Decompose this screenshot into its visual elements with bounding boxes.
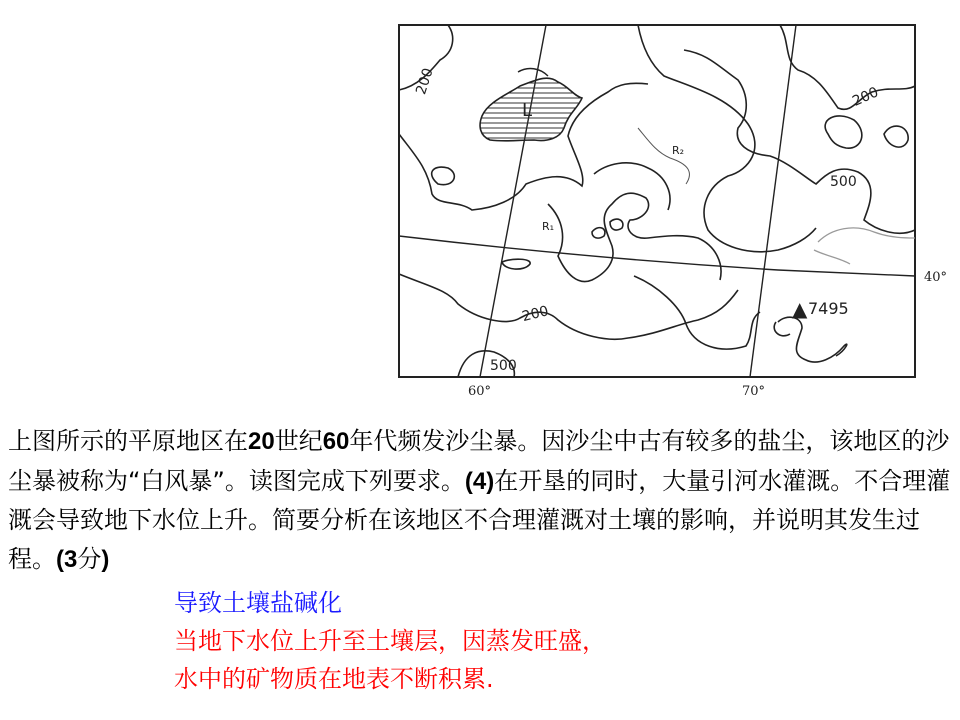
contour-label-500: 500: [490, 358, 517, 374]
contour-line: [778, 317, 847, 362]
question-part: 世纪: [274, 427, 323, 455]
question-number: (4): [464, 467, 495, 495]
question-text: [8, 422, 956, 579]
lake-label: L: [522, 100, 533, 121]
contour-line: [548, 193, 721, 281]
longitude-label-70: 70°: [742, 384, 766, 399]
question-part: 上图所示的平原地区在: [8, 427, 248, 455]
contour-line: [884, 126, 908, 147]
contour-line: [594, 163, 670, 210]
peak-triangle-icon: ▲: [792, 297, 808, 321]
contour-line: [780, 25, 915, 109]
parallel-40: [399, 236, 915, 276]
contour-line: [818, 228, 915, 242]
contour-line: [399, 274, 738, 339]
contour-line: [432, 167, 455, 185]
contour-line: [774, 322, 790, 336]
question-number: 60: [322, 428, 350, 455]
question-part: 分: [77, 544, 102, 573]
contour-label-200: 200: [850, 84, 882, 110]
answer-line-3: 水中的矿物质在地表不断积累.: [174, 665, 494, 693]
contour-line: [684, 50, 915, 233]
contour-line: [502, 259, 530, 269]
contour-label-500: 500: [830, 174, 857, 190]
river-label-r1: R₁: [542, 220, 555, 233]
contour-line: [814, 250, 850, 264]
question-number: 20: [248, 428, 275, 455]
contour-line: [634, 276, 760, 349]
answer-line-1: 导致土壤盐碱化: [174, 589, 342, 617]
contour-label-200: 200: [413, 66, 437, 97]
contour-map: [398, 24, 916, 378]
peak-elevation: 7495: [808, 299, 849, 318]
contour-label-200: 200: [520, 303, 551, 326]
map-frame: [399, 25, 915, 377]
meridian-70: [750, 25, 796, 377]
lake-shore: [518, 69, 548, 76]
contour-line: [610, 219, 623, 230]
meridian-60: [480, 25, 546, 377]
question-part: 年代频发沙尘暴。因沙尘中古有较多的盐尘，该地区的沙尘暴被称为“白风暴”。读图完成下列要求。: [8, 427, 950, 495]
contour-line: [825, 116, 862, 148]
question-score: (3: [56, 545, 78, 573]
latitude-label: 40°: [924, 270, 948, 285]
river-label-r2: R₂: [672, 144, 685, 157]
answer-line-2: 当地下水位上升至土壤层，因蒸发旺盛，: [174, 627, 606, 655]
question-score: ): [101, 545, 110, 573]
contour-line: [592, 228, 605, 238]
question-part: 在开垦的同时，大量引河水灌溉。不合理灌溉会导致地下水位上升。简要分析在该地区不合理灌溉对土壤的影响，并说明其发生过程。: [8, 466, 951, 573]
longitude-label-60: 60°: [468, 384, 492, 399]
